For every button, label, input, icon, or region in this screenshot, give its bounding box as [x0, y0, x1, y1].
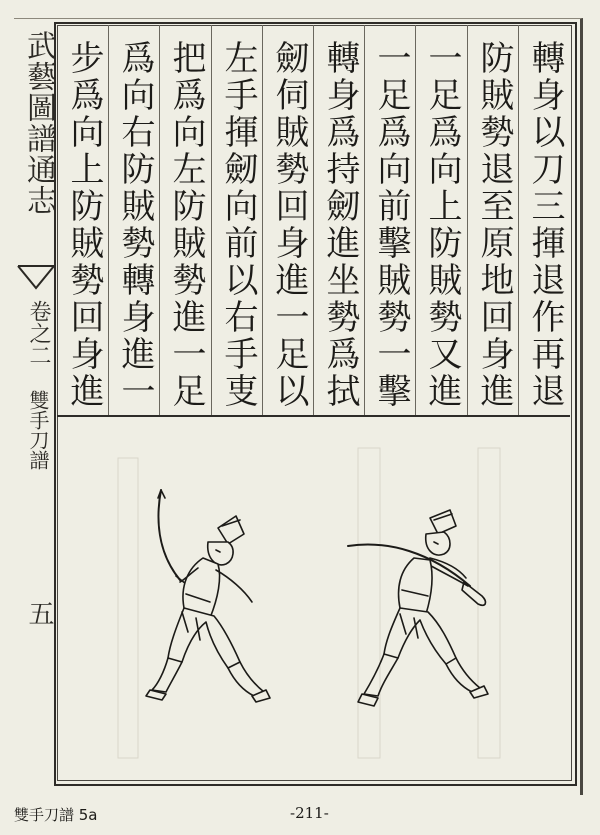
text-column-2: 防賊勢退至原地回身進 — [474, 40, 514, 410]
text-column-10: 步爲向上防賊勢回身進 — [64, 40, 104, 410]
swordsmen-illustration — [58, 418, 569, 778]
column-rule — [262, 25, 263, 415]
margin-page-number: 五 — [24, 600, 54, 626]
text-column-4: 一足爲向前擊賊勢一擊 — [371, 40, 411, 410]
text-column-5: 轉身爲持劒進坐勢爲拭 — [320, 40, 360, 410]
margin-chapter-title: 雙手刀譜 — [26, 390, 50, 470]
column-rule — [211, 25, 212, 415]
column-rule — [313, 25, 314, 415]
margin-book-title: 武藝圖譜通志 — [21, 30, 56, 216]
column-rule — [467, 25, 468, 415]
fish-tail-ornament — [16, 262, 56, 292]
column-rule — [518, 25, 519, 415]
text-column-3: 一足爲向上防賊勢又進 — [422, 40, 462, 410]
footer-caption: 雙手刀譜 5a — [14, 806, 98, 824]
text-column-8: 把爲向左防賊勢進一足 — [166, 40, 206, 410]
left-sword — [158, 490, 180, 580]
footer-page-number: -211- — [290, 804, 329, 822]
right-swordsman-figure — [348, 510, 488, 706]
margin-volume: 卷之二 — [26, 300, 51, 366]
text-column-1: 轉身以刀三揮退作再退 — [525, 40, 565, 410]
column-rule — [364, 25, 365, 415]
column-rule — [108, 25, 109, 415]
text-block — [57, 25, 570, 417]
bleed-through-marks — [118, 448, 500, 758]
left-swordsman-figure — [146, 490, 270, 702]
text-column-9: 爲向右防賊勢轉身進一 — [115, 40, 155, 410]
text-column-6: 劒伺賊勢回身進一足以 — [269, 40, 309, 410]
column-rule — [159, 25, 160, 415]
text-column-7: 左手揮劒向前以右手叓 — [218, 40, 258, 410]
column-rule — [415, 25, 416, 415]
